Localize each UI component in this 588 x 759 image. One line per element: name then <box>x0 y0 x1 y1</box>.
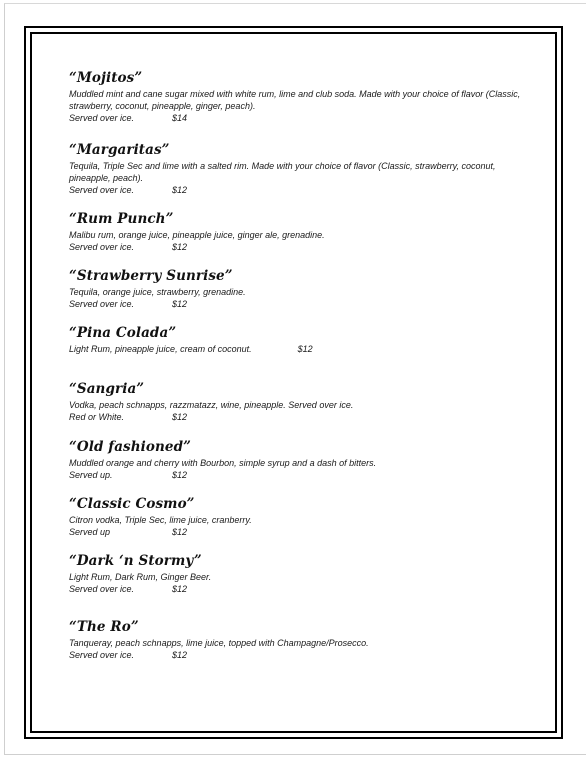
menu-item-old-fashioned <box>69 439 529 481</box>
menu-item-classic-cosmo <box>69 496 529 538</box>
item-serving-line <box>69 649 529 661</box>
item-price: $12 <box>172 650 188 660</box>
item-serving-note: Served over ice. <box>69 299 135 309</box>
item-price: $12 <box>172 527 188 537</box>
menu-item-the-ro <box>69 619 529 661</box>
item-price: $12 <box>172 242 188 252</box>
item-price: $12 <box>172 185 188 195</box>
item-price: $12 <box>172 299 188 309</box>
item-title: “Mojitos” <box>69 70 143 86</box>
menu-item-margaritas <box>69 142 529 196</box>
item-title: “Strawberry Sunrise” <box>69 268 233 284</box>
item-description: Citron vodka, Triple Sec, lime juice, cranberry. <box>69 515 252 525</box>
item-serving-line <box>69 298 529 310</box>
item-title: “Rum Punch” <box>69 211 174 227</box>
item-description: Tanqueray, peach schnapps, lime juice, topped with Champagne/Prosecco. <box>69 638 369 648</box>
item-description: Light Rum, pineapple juice, cream of coconut. <box>69 344 252 354</box>
item-serving-line <box>69 469 529 481</box>
item-serving-line <box>69 526 529 538</box>
item-serving-line <box>69 343 529 355</box>
item-serving-line <box>69 184 529 196</box>
item-description: Tequila, orange juice, strawberry, grenadine. <box>69 287 246 297</box>
menu-item-rum-punch <box>69 211 529 253</box>
item-title: “The Ro” <box>69 619 139 635</box>
menu-item-dark-n-stormy <box>69 553 529 595</box>
menu-item-mojitos <box>69 70 529 124</box>
item-serving-note: Served over ice. <box>69 584 135 594</box>
item-title: “Sangria” <box>69 381 145 397</box>
item-description: Muddled orange and cherry with Bourbon, simple syrup and a dash of bitters. <box>69 458 377 468</box>
menu-item-strawberry-sunrise <box>69 268 529 310</box>
item-serving-line <box>69 583 529 595</box>
item-price: $12 <box>172 412 188 422</box>
item-serving-note: Red or White. <box>69 412 125 422</box>
item-serving-note: Served up. <box>69 470 113 480</box>
item-serving-line <box>69 411 529 423</box>
item-price: $12 <box>172 584 188 594</box>
item-title: “Dark ‘n Stormy” <box>69 553 202 569</box>
item-description: Malibu rum, orange juice, pineapple juice, ginger ale, grenadine. <box>69 230 325 240</box>
item-description: Muddled mint and cane sugar mixed with white rum, lime and club soda. Made with your choice of flavor (Classic, strawberry, coconut, pineapple, ginger, peach). <box>69 89 521 111</box>
item-title: “Classic Cosmo” <box>69 496 195 512</box>
item-title: “Margaritas” <box>69 142 170 158</box>
item-price: $14 <box>172 113 188 123</box>
item-price: $12 <box>297 344 313 354</box>
item-serving-note: Served over ice. <box>69 242 135 252</box>
item-serving-line <box>69 241 529 253</box>
item-serving-line <box>69 112 529 124</box>
item-title: “Pina Colada” <box>69 325 177 341</box>
item-title: “Old fashioned” <box>69 439 192 455</box>
menu-item-pina-colada <box>69 325 529 355</box>
item-description: Light Rum, Dark Rum, Ginger Beer. <box>69 572 212 582</box>
item-serving-note: Served over ice. <box>69 185 135 195</box>
item-serving-note: Served up <box>69 527 111 537</box>
item-price: $12 <box>172 470 188 480</box>
item-description: Tequila, Triple Sec and lime with a salted rim. Made with your choice of flavor (Classic, strawberry, coconut, pineapple, peach). <box>69 161 496 183</box>
item-serving-note: Served over ice. <box>69 650 135 660</box>
item-description: Vodka, peach schnapps, razzmatazz, wine, pineapple. Served over ice. <box>69 400 354 410</box>
menu-item-sangria <box>69 381 529 423</box>
item-serving-note: Served over ice. <box>69 113 135 123</box>
